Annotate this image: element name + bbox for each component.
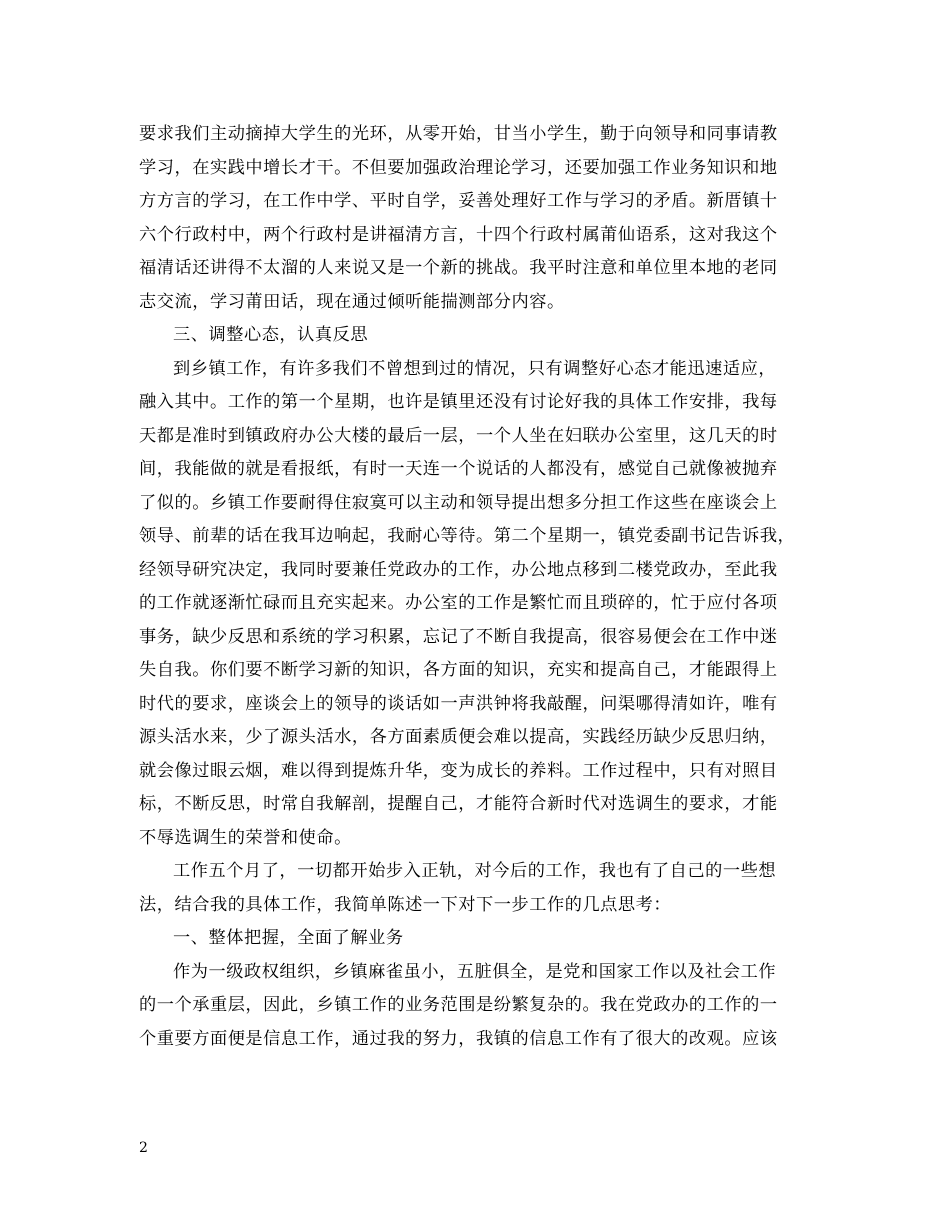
text-line: 失自我。你们要不断学习新的知识，各方面的知识，充实和提高自己，才能跟得上: [139, 660, 778, 680]
text-line: 工作五个月了，一切都开始步入正轨，对今后的工作，我也有了自己的一些想: [173, 861, 777, 881]
text-line: 不辱选调生的荣誉和使命。: [139, 827, 352, 848]
text-line: 个重要方面便是信息工作，通过我的努力，我镇的信息工作有了很大的改观。应该: [139, 1028, 778, 1049]
text-line: 福清话还讲得不太溜的人来说又是一个新的挑战。我平时注意和单位里本地的老同: [139, 258, 778, 278]
text-line: 天都是准时到镇政府办公大楼的最后一层，一个人坐在妇联办公室里，这几天的时: [139, 425, 778, 446]
text-line: 方方言的学习，在工作中学、平时自学，妥善处理好工作与学习的矛盾。新厝镇十: [139, 191, 778, 211]
text-line: 的一个承重层，因此，乡镇工作的业务范围是纷繁复杂的。我在党政办的工作的一: [139, 995, 778, 1015]
section-heading-one: [139, 922, 811, 956]
paragraph-township: [139, 956, 811, 1057]
section-heading-three: [139, 319, 811, 353]
text-line: 的工作就逐渐忙碌而且充实起来。办公室的工作是繁忙而且琐碎的，忙于应付各项: [139, 593, 778, 613]
paragraph-learning: [139, 118, 811, 319]
paragraph-mindset: [139, 353, 811, 856]
text-line: 领导、前辈的话在我耳边响起，我耐心等待。第二个星期一，镇党委副书记告诉我，: [139, 526, 796, 546]
text-line: 就会像过眼云烟，难以得到提炼升华，变为成长的养料。工作过程中，只有对照目: [139, 760, 778, 781]
text-line: 到乡镇工作，有许多我们不曾想到过的情况，只有调整好心态才能迅速适应，: [173, 358, 777, 379]
page-number: 2: [139, 1140, 148, 1156]
text-line: 标，不断反思，时常自我解剖，提醒自己，才能符合新时代对选调生的要求，才能: [139, 794, 778, 814]
text-line: 间，我能做的就是看报纸，有时一天连一个说话的人都没有，感觉自己就像被抛弃: [139, 459, 778, 479]
text-line: 时代的要求，座谈会上的领导的谈话如一声洪钟将我敲醒，问渠哪得清如许，唯有: [139, 693, 778, 714]
text-line: 法，结合我的具体工作，我简单陈述一下对下一步工作的几点思考：: [139, 894, 672, 915]
text-line: 作为一级政权组织，乡镇麻雀虽小，五脏俱全，是党和国家工作以及社会工作: [173, 961, 777, 982]
text-line: 志交流，学习莆田话，现在通过倾听能揣测部分内容。: [139, 291, 565, 312]
text-line: 六个行政村中，两个行政村是讲福清方言，十四个行政村属莆仙语系，这对我这个: [139, 224, 778, 245]
text-line: 经领导研究决定，我同时要兼任党政办的工作，办公地点移到二楼党政办，至此我: [139, 559, 778, 580]
text-line: 要求我们主动摘掉大学生的光环，从零开始，甘当小学生，勤于向领导和同事请教: [139, 124, 778, 144]
paragraph-five-months: [139, 855, 811, 922]
heading-text: 三、调整心态，认真反思: [173, 325, 369, 345]
text-line: 源头活水来，少了源头活水，各方面素质便会难以提高，实践经历缺少反思归纳，: [139, 727, 778, 747]
text-line: 学习，在实践中增长才干。不但要加强政治理论学习，还要加强工作业务知识和地: [139, 157, 778, 178]
heading-text: 一、整体把握，全面了解业务: [173, 928, 404, 948]
text-line: 融入其中。工作的第一个星期，也许是镇里还没有讨论好我的具体工作安排，我每: [139, 392, 778, 412]
document-body: [139, 118, 811, 1056]
text-line: 事务，缺少反思和系统的学习积累，忘记了不断自我提高，很容易便会在工作中迷: [139, 626, 778, 647]
text-line: 了似的。乡镇工作要耐得住寂寞可以主动和领导提出想多分担工作这些在座谈会上: [139, 492, 778, 513]
